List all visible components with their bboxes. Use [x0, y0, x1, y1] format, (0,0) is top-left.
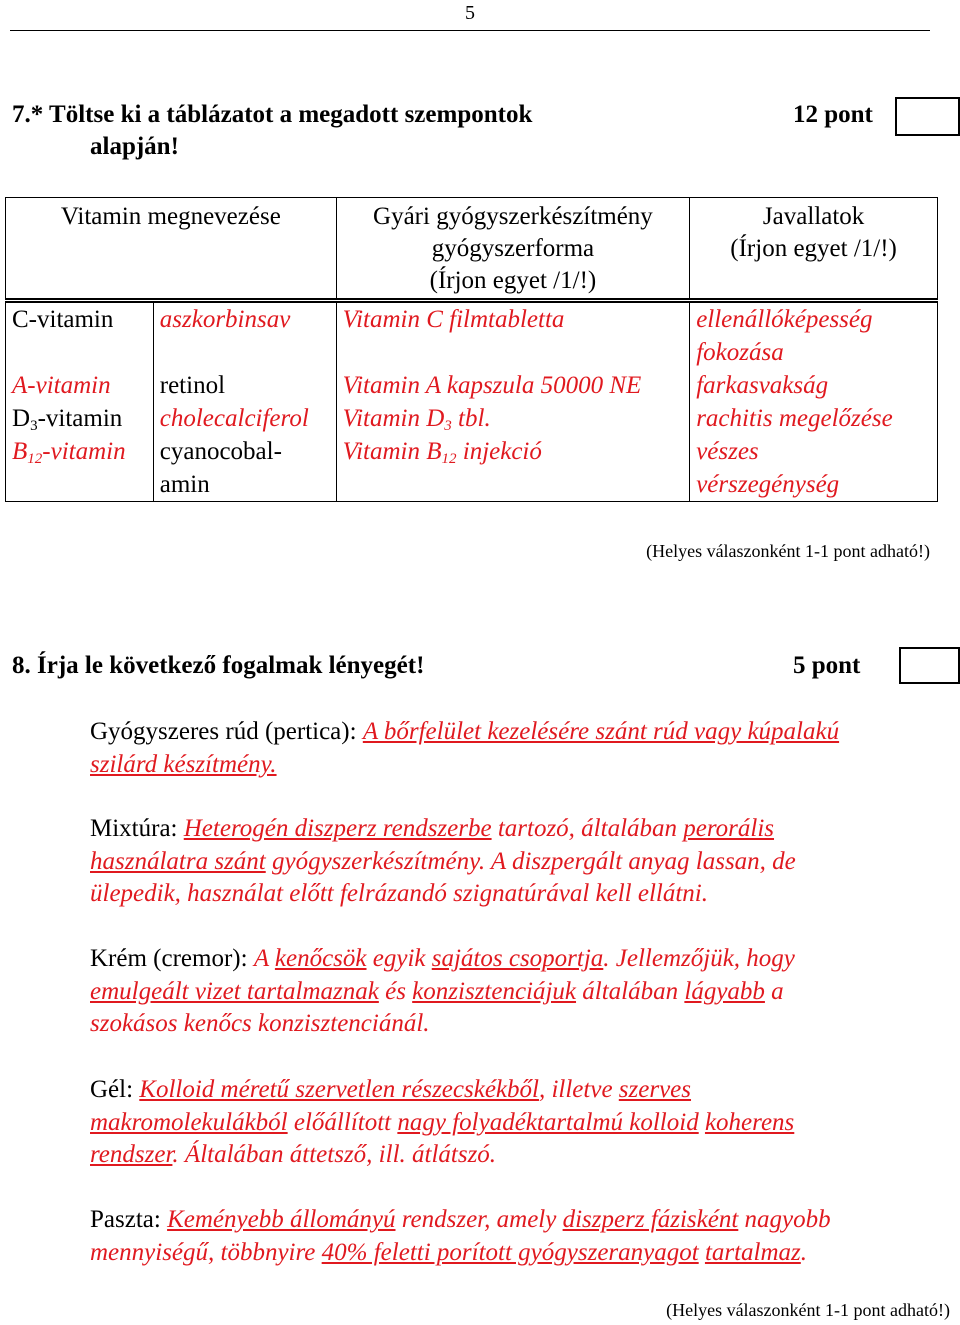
table-row: [6, 402, 938, 435]
answer-mixtura-part[interactable]: perorális: [683, 815, 775, 842]
header-vitamin-name: Vitamin megnevezése: [6, 198, 337, 301]
definition-pertica: [90, 716, 950, 781]
answer-mixtura-part[interactable]: tartozó, általában: [491, 815, 684, 842]
answer-cremor-part[interactable]: A: [253, 945, 275, 972]
answer-cremor-part[interactable]: szokásos kenőcs konzisztenciánál.: [90, 1010, 430, 1037]
table-row: [6, 301, 938, 370]
cell-indication[interactable]: farkasvakság: [690, 369, 938, 402]
cell-product[interactable]: Vitamin $B_{12}$ injekció: [336, 435, 690, 502]
answer-gel-part[interactable]: Kolloid méretű szervetlen részecskékből: [139, 1076, 539, 1103]
answer-gel-part[interactable]: rendszer: [90, 1141, 173, 1168]
cell-indication[interactable]: vészes vérszegénység: [690, 435, 938, 502]
definition-cremor: [90, 943, 950, 1041]
cell-indication[interactable]: rachitis megelőzése: [690, 402, 938, 435]
task7-score-box[interactable]: [895, 97, 960, 136]
answer-cremor-part[interactable]: általában: [576, 977, 685, 1005]
answer-paste-part[interactable]: tartalmaz: [704, 1238, 801, 1266]
answer-paste-part[interactable]: nagyobb: [738, 1206, 831, 1233]
answer-pertica[interactable]: A bőrfelület kezelésére szánt rúd vagy kúpalakú: [362, 718, 840, 745]
cell-vitamin[interactable]: A-vitamin: [6, 369, 154, 402]
task8-points: 5 pont: [793, 652, 861, 679]
answer-cremor-part[interactable]: lágyabb: [684, 977, 765, 1005]
answer-pertica-cont[interactable]: szilárd készítmény.: [90, 750, 277, 778]
answer-gel-part[interactable]: koherens: [704, 1108, 795, 1136]
answer-gel-part[interactable]: előállított: [287, 1108, 398, 1136]
header-rule: [10, 30, 930, 31]
definition-paste: [90, 1204, 950, 1269]
table-header-row: [6, 198, 938, 301]
answer-gel-part[interactable]: , illetve: [538, 1076, 619, 1103]
answer-mixtura-part[interactable]: Heterogén diszperz rendszerbe: [183, 815, 492, 842]
cell-name: cyanocobal- amin: [153, 435, 336, 502]
table-row: [6, 435, 938, 502]
definition-gel: [90, 1074, 950, 1172]
term-pertica: Gyógyszeres rúd (pertica):: [90, 718, 363, 745]
page-number: 5: [465, 2, 475, 24]
cell-indication[interactable]: ellenállóképesség fokozása: [690, 301, 938, 370]
answer-paste-part[interactable]: diszperz fázisként: [562, 1206, 739, 1233]
cell-vitamin: $D_3$-vitamin: [6, 402, 154, 435]
answer-mixtura-part[interactable]: használatra szánt: [90, 847, 266, 875]
cell-vitamin: C-vitamin: [6, 301, 154, 370]
header-indications: Javallatok (Írjon egyet /1/!): [690, 198, 938, 301]
answer-cremor-part[interactable]: egyik: [366, 945, 432, 972]
cell-product[interactable]: Vitamin $D_3$ tbl.: [336, 402, 690, 435]
term-gel: Gél:: [90, 1076, 140, 1103]
answer-paste-part[interactable]: Keményebb állományú: [167, 1206, 396, 1233]
term-cremor: Krém (cremor):: [90, 945, 254, 972]
answer-cremor-part[interactable]: a: [764, 977, 784, 1005]
task8-title: 8. Írja le következő fogalmak lényegét!: [12, 652, 425, 679]
answer-gel-part[interactable]: szerves: [618, 1076, 692, 1103]
task7-title-line1: 7.* Töltse ki a táblázatot a megadott szempontok: [12, 101, 533, 128]
term-paste: Paszta:: [90, 1206, 168, 1233]
answer-paste-part[interactable]: .: [800, 1238, 808, 1266]
answer-gel-part[interactable]: makromolekulákból: [90, 1108, 288, 1136]
answer-cremor-part[interactable]: konzisztenciájuk: [412, 977, 577, 1005]
answer-paste-part[interactable]: rendszer, amely: [395, 1206, 563, 1233]
definition-mixtura: [90, 813, 950, 911]
task7-points: 12 pont: [793, 101, 873, 128]
task7-title-line2: alapján!: [90, 133, 179, 160]
cell-name[interactable]: cholecalciferol: [153, 402, 336, 435]
task7-title: [12, 99, 532, 163]
cell-vitamin[interactable]: $B_{12}$-vitamin: [6, 435, 154, 502]
header-product: Gyári gyógyszerkészítmény gyógyszerforma (Írjon egyet /1/!): [336, 198, 690, 301]
cell-name: retinol: [153, 369, 336, 402]
answer-gel-part[interactable]: nagy folyadéktartalmú kolloid: [397, 1108, 699, 1136]
answer-gel-part[interactable]: . Általában áttetsző, ill. átlátszó.: [172, 1141, 497, 1168]
scoring-note-bottom: (Helyes válaszonként 1-1 pont adható!): [666, 1300, 950, 1320]
term-mixtura: Mixtúra:: [90, 815, 184, 842]
table-row: [6, 369, 938, 402]
scoring-note: (Helyes válaszonként 1-1 pont adható!): [646, 541, 930, 561]
answer-mixtura-part[interactable]: ülepedik, használat előtt felrázandó szignatúrával kell ellátni.: [90, 880, 708, 907]
answer-paste-part[interactable]: 40% feletti porított gyógyszeranyagot: [321, 1238, 699, 1266]
cell-name[interactable]: aszkorbinsav: [153, 301, 336, 370]
cell-product[interactable]: Vitamin C filmtabletta: [336, 301, 690, 370]
answer-cremor-part[interactable]: kenőcsök: [274, 945, 367, 972]
answer-cremor-part[interactable]: sajátos csoportja: [431, 945, 604, 972]
cell-product[interactable]: Vitamin A kapszula 50000 NE: [336, 369, 690, 402]
answer-mixtura-part[interactable]: gyógyszerkészítmény. A diszpergált anyag lassan, de: [265, 847, 796, 875]
answer-cremor-part[interactable]: emulgeált vizet tartalmaznak: [90, 977, 379, 1005]
task8-score-box[interactable]: [899, 647, 960, 684]
answer-cremor-part[interactable]: és: [378, 977, 413, 1005]
answer-paste-part[interactable]: mennyiségű, többnyire: [90, 1238, 322, 1266]
vitamin-table: [5, 197, 938, 502]
answer-cremor-part[interactable]: . Jellemzőjük, hogy: [603, 945, 795, 972]
